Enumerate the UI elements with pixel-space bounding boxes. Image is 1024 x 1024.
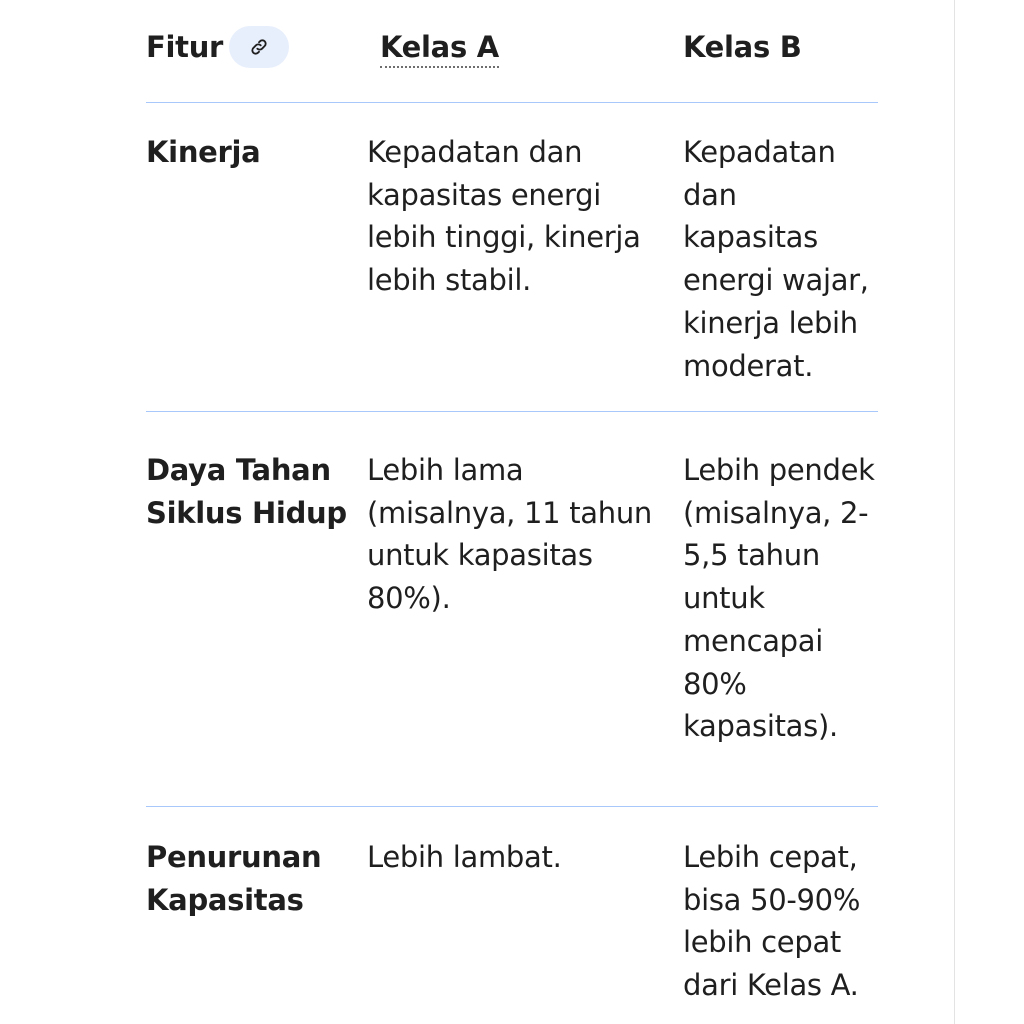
link-icon <box>249 37 269 57</box>
copy-link-button[interactable] <box>229 26 289 68</box>
header-class-b: Kelas B <box>683 30 802 64</box>
row-feature: Daya Tahan Siklus Hidup <box>146 453 347 530</box>
row-class-b: Lebih pendek (misalnya, 2-5,5 tahun untuk mencapai 80% kapasitas). <box>683 453 875 744</box>
header-class-a-label: Kelas A <box>380 28 499 68</box>
row-class-b: Lebih cepat, bisa 50-90% lebih cepat dari Kelas A. <box>683 840 861 1003</box>
header-feature: Fitur <box>146 30 224 64</box>
row-feature: Penurunan Kapasitas <box>146 840 322 917</box>
comparison-table <box>146 0 878 1024</box>
row-class-a: Kepadatan dan kapasitas energi lebih tinggi, kinerja lebih stabil. <box>367 135 641 298</box>
table-row <box>146 412 878 807</box>
table-header-row <box>146 0 878 103</box>
row-class-a: Lebih lambat. <box>367 840 562 874</box>
table-row <box>146 103 878 412</box>
header-class-a[interactable] <box>380 26 680 69</box>
row-feature: Kinerja <box>146 135 261 169</box>
table-row <box>146 807 878 1024</box>
row-class-b: Kepadatan dan kapasitas energi wajar, kinerja lebih moderat. <box>683 135 869 383</box>
row-class-a: Lebih lama (misalnya, 11 tahun untuk kapasitas 80%). <box>367 453 653 616</box>
page-edge-divider <box>954 0 955 1024</box>
